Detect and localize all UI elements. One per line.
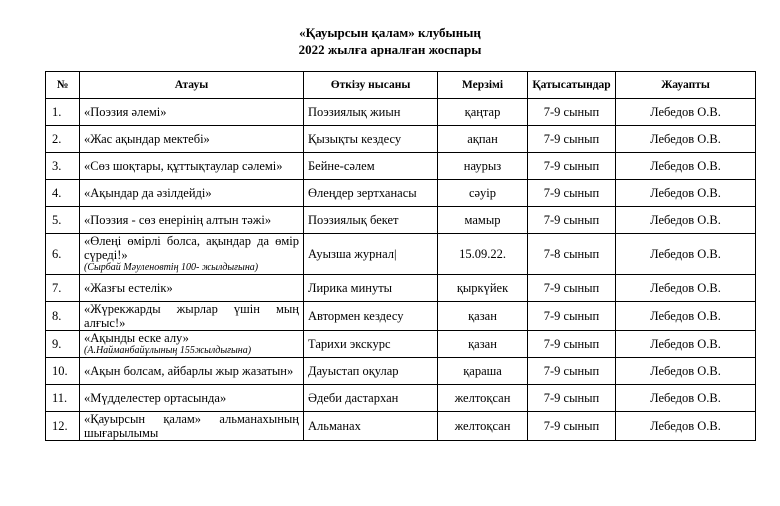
- row-number: 4.: [46, 180, 80, 207]
- row-date: наурыз: [438, 153, 528, 180]
- row-participants: 7-9 сынып: [528, 126, 616, 153]
- row-form: Қызықты кездесу: [304, 126, 438, 153]
- row-event-name: [80, 358, 304, 385]
- row-form: Лирика минуты: [304, 275, 438, 302]
- header-name: Атауы: [80, 72, 304, 99]
- row-event-name: [80, 385, 304, 412]
- row-responsible: Лебедов О.В.: [616, 412, 756, 441]
- table-row: [46, 358, 756, 385]
- row-event-name: [80, 302, 304, 331]
- row-participants: 7-9 сынып: [528, 180, 616, 207]
- row-participants: 7-9 сынып: [528, 302, 616, 331]
- table-row: [46, 275, 756, 302]
- row-participants: 7-9 сынып: [528, 275, 616, 302]
- row-responsible: Лебедов О.В.: [616, 180, 756, 207]
- row-responsible: Лебедов О.В.: [616, 358, 756, 385]
- header-date: Мерзімі: [438, 72, 528, 99]
- row-number: 3.: [46, 153, 80, 180]
- row-event-name: [80, 126, 304, 153]
- table-header-row: [46, 72, 756, 99]
- row-event-name: [80, 275, 304, 302]
- row-responsible: Лебедов О.В.: [616, 331, 756, 358]
- table-row: [46, 412, 756, 441]
- row-event-name: [80, 412, 304, 441]
- event-title: «Ақындар да әзілдейді»: [84, 186, 212, 200]
- row-form: Тарихи экскурс: [304, 331, 438, 358]
- row-form: Бейне-сәлем: [304, 153, 438, 180]
- event-title: «Қауырсын қалам» альманахының шығарылымы: [84, 412, 299, 440]
- row-responsible: Лебедов О.В.: [616, 234, 756, 275]
- row-participants: 7-9 сынып: [528, 331, 616, 358]
- row-number: 11.: [46, 385, 80, 412]
- row-event-name: [80, 180, 304, 207]
- row-event-name: [80, 234, 304, 275]
- event-note: (А.Найманбайұлының 155жылдығына): [84, 345, 252, 356]
- row-participants: 7-9 сынып: [528, 358, 616, 385]
- table-row: [46, 385, 756, 412]
- row-responsible: Лебедов О.В.: [616, 302, 756, 331]
- row-responsible: Лебедов О.В.: [616, 99, 756, 126]
- table-row: [46, 126, 756, 153]
- row-responsible: Лебедов О.В.: [616, 275, 756, 302]
- row-form: Әдеби дастархан: [304, 385, 438, 412]
- row-date: 15.09.22.: [438, 234, 528, 275]
- row-date: қыркүйек: [438, 275, 528, 302]
- row-number: 6.: [46, 234, 80, 275]
- header-number: №: [46, 72, 80, 99]
- row-date: қазан: [438, 331, 528, 358]
- row-number: 10.: [46, 358, 80, 385]
- row-responsible: Лебедов О.В.: [616, 126, 756, 153]
- row-form: Өлеңдер зертханасы: [304, 180, 438, 207]
- row-participants: 7-9 сынып: [528, 207, 616, 234]
- header-responsible: Жауапты: [616, 72, 756, 99]
- event-title: «Ақын болсам, айбарлы жыр жазатын»: [84, 364, 294, 378]
- row-responsible: Лебедов О.В.: [616, 153, 756, 180]
- event-title: «Мүдделестер ортасында»: [84, 391, 227, 405]
- row-participants: 7-9 сынып: [528, 99, 616, 126]
- row-participants: 7-8 сынып: [528, 234, 616, 275]
- row-date: қаңтар: [438, 99, 528, 126]
- event-title: «Өлеңі өмірлі болса, ақындар да өмір сүреді!»: [84, 234, 299, 262]
- row-date: сәуір: [438, 180, 528, 207]
- event-title: «Жүрекжарды жырлар үшін мың алғыс!»: [84, 302, 299, 330]
- event-title: «Поэзия - сөз енерінің алтын тәжі»: [84, 213, 272, 227]
- document-title-line1: «Қауырсын қалам» клубының: [299, 25, 481, 40]
- event-title: «Поэзия әлемі»: [84, 105, 167, 119]
- row-number: 8.: [46, 302, 80, 331]
- table-row: [46, 331, 756, 358]
- row-form: Поэзиялық жиын: [304, 99, 438, 126]
- row-form: Дауыстап оқулар: [304, 358, 438, 385]
- event-title: «Сөз шоқтары, құттықтаулар сәлемі»: [84, 159, 283, 173]
- row-event-name: [80, 207, 304, 234]
- row-number: 1.: [46, 99, 80, 126]
- row-number: 7.: [46, 275, 80, 302]
- row-event-name: [80, 331, 304, 358]
- row-date: желтоқсан: [438, 385, 528, 412]
- row-responsible: Лебедов О.В.: [616, 207, 756, 234]
- document-title-line2: 2022 жылға арналған жоспары: [298, 42, 482, 57]
- table-row: [46, 302, 756, 331]
- row-date: ақпан: [438, 126, 528, 153]
- event-title: «Жас ақындар мектебі»: [84, 132, 210, 146]
- row-number: 2.: [46, 126, 80, 153]
- table-row: [46, 180, 756, 207]
- table-row: [46, 234, 756, 275]
- row-form: Ауызша журнал|: [304, 234, 438, 275]
- header-participants: Қатысатындар: [528, 72, 616, 99]
- row-event-name: [80, 153, 304, 180]
- row-participants: 7-9 сынып: [528, 153, 616, 180]
- row-number: 5.: [46, 207, 80, 234]
- row-form: Альманах: [304, 412, 438, 441]
- event-note: (Сырбай Мәуленовтің 100- жылдығына): [84, 262, 259, 273]
- event-title: «Ақынды еске алу»: [84, 331, 189, 345]
- row-date: қараша: [438, 358, 528, 385]
- plan-table: [45, 71, 756, 441]
- row-event-name: [80, 99, 304, 126]
- row-date: қазан: [438, 302, 528, 331]
- row-responsible: Лебедов О.В.: [616, 385, 756, 412]
- row-date: желтоқсан: [438, 412, 528, 441]
- row-form: Поэзиялық бекет: [304, 207, 438, 234]
- row-number: 12.: [46, 412, 80, 441]
- table-row: [46, 99, 756, 126]
- table-row: [46, 207, 756, 234]
- event-title: «Жазғы естелік»: [84, 281, 173, 295]
- header-form: Өткізу нысаны: [304, 72, 438, 99]
- row-form: Автормен кездесу: [304, 302, 438, 331]
- row-number: 9.: [46, 331, 80, 358]
- row-participants: 7-9 сынып: [528, 412, 616, 441]
- table-row: [46, 153, 756, 180]
- row-date: мамыр: [438, 207, 528, 234]
- row-participants: 7-9 сынып: [528, 385, 616, 412]
